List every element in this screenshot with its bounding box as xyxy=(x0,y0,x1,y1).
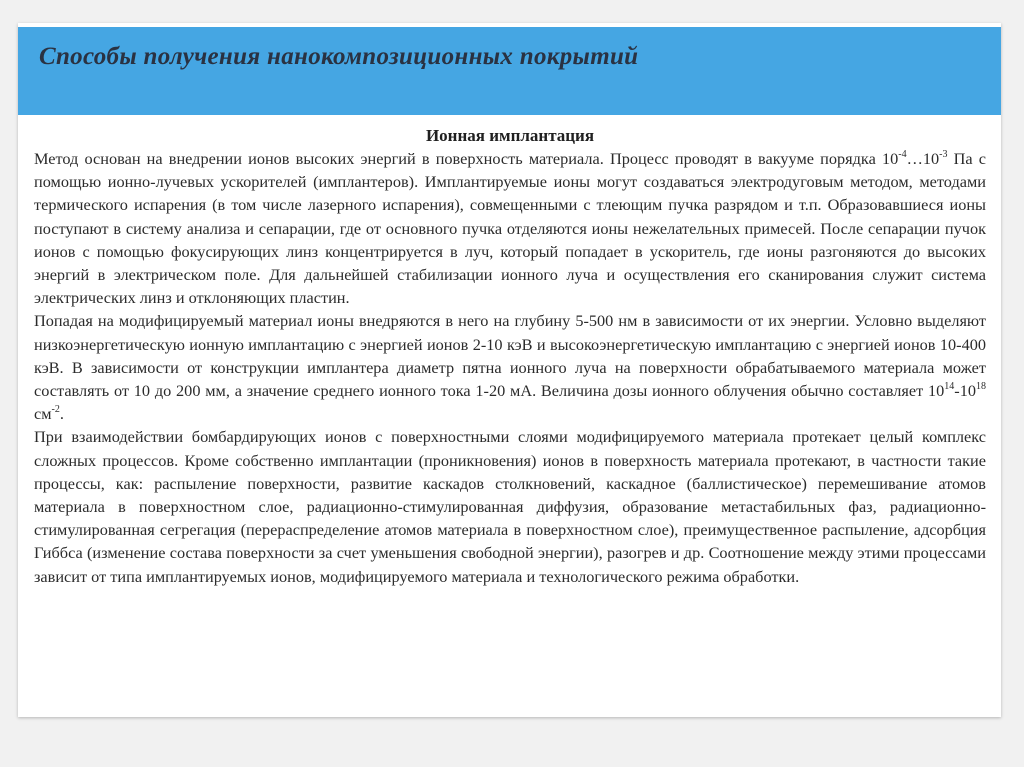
paragraph-2-sup-2: 18 xyxy=(976,380,986,392)
section-heading: Ионная имплантация xyxy=(425,126,595,145)
paragraph-2-text-d: . xyxy=(59,404,64,424)
slide-title: Способы получения нанокомпозиционных покрытий xyxy=(39,43,639,70)
paragraph-1-text-c: Па с помощью ионно-лучевых ускорителей (имплантеров). Имплантируемые ионы могут создаваться электродуговым методом, методами термического испарения (в том числе лазерного испарения), совмещенными с тлеющим пучка разрядом и т.п. Образовавшиеся ионы поступают в систему анализа и сепарации, где от основного пучка отделяются ионы нежелательных примесей. После сепарации пучок ионов с помощью фокусирующих линз концентрируется в луч, который попадает в ускоритель, где ионы разгоняются до высоких энергий в электрическом поле. Для дальнейшей стабилизации ионного луча и осуществления его сканирования служит система электрических линз и отклоняющих пластин. xyxy=(34,149,986,308)
title-bar xyxy=(18,27,1001,115)
paragraph-2-text-b: -10 xyxy=(954,381,976,401)
paragraph-2-sup-3: -2 xyxy=(51,403,60,415)
paragraph-3: При взаимодействии бомбардирующих ионов с поверхностными слоями модифицируемого материала протекает целый комплекс сложных процессов. Кроме собственно имплантации (проникновения) ионов в поверхность материала протекают, в частности такие процессы, как: распыление поверхности, развитие каскадов столкновений, каскадное (баллистическое) перемешивание атомов материала в поверхностном слое, радиационно-стимулированная диффузия, образование метастабильных фаз, радиационно-стимулированная сегрегация (перераспределение атомов материала в поверхностном слое), преимущественное распыление, адсорбция Гиббса (изменение состава поверхности за счет уменьшения свободной энергии), разогрев и др. Соотношение между этими процессами зависит от типа имплантируемых ионов, модифицируемого материала и технологического режима обработки. xyxy=(34,427,986,586)
paragraph-1-sup-1: -4 xyxy=(898,148,907,160)
paragraph-1 xyxy=(34,147,986,309)
paragraph-2-text-a: Попадая на модифицируемый материал ионы внедряются в него на глубину 5-500 нм в зависимости от их энергии. Условно выделяют низкоэнергетическую ионную имплантацию с энергией ионов 2-10 кэВ и высокоэнергетическую имплантацию с энергией ионов 10-400 кэВ. В зависимости от конструкции имплантера диаметр пятна ионного луча на поверхности обрабатываемого материала может составлять от 10 до 200 мм, а значение среднего ионного тока 1-20 мА. Величина дозы ионного облучения обычно составляет 10 xyxy=(34,311,986,401)
paragraph-2-sup-1: 14 xyxy=(944,380,955,392)
slide xyxy=(18,23,1001,717)
paragraph-1-text-a: Метод основан на внедрении ионов высоких энергий в поверхность материала. Процесс проводят в вакууме порядка 10 xyxy=(34,149,899,168)
slide-content xyxy=(34,125,986,588)
paragraph-1-sup-2: -3 xyxy=(939,148,948,160)
paragraph-1-text-b: …10 xyxy=(906,149,940,168)
paragraph-2 xyxy=(34,309,986,425)
paragraph-2-text-c: см xyxy=(34,404,52,424)
